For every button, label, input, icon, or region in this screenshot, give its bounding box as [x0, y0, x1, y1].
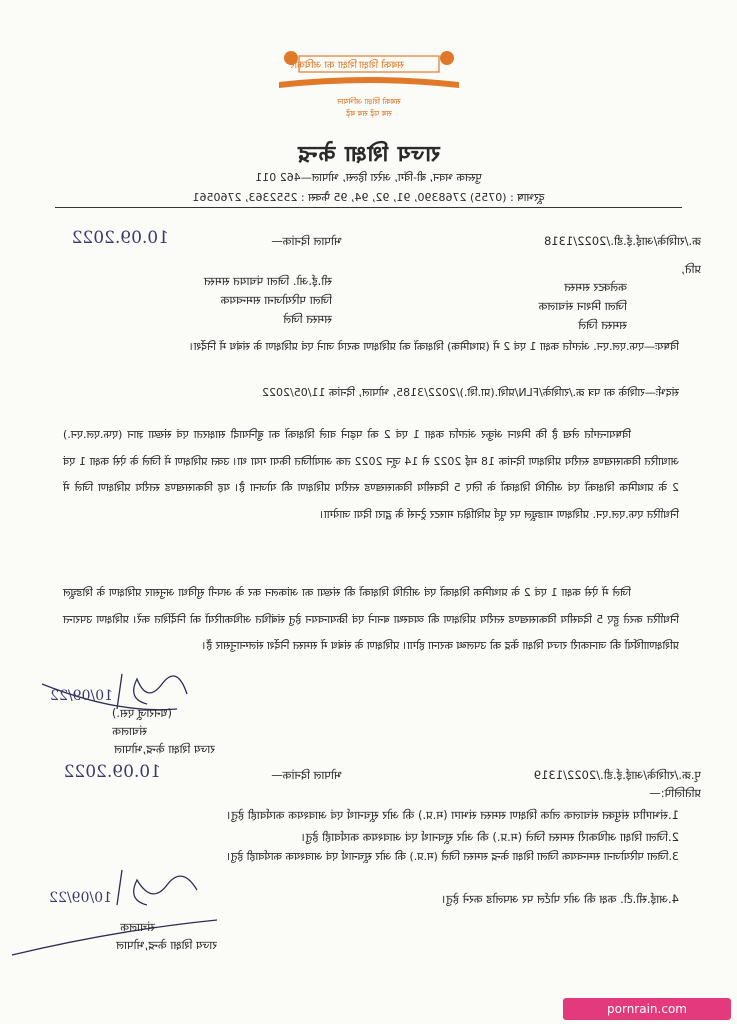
- subject-line: विषयः—एफ.एल.एन. अंतर्गत कक्षा 1 एवं 2 में (प्राथमिक) शिक्षकों को प्रशिक्षण कराये जाने एवं प्रशिक्षण के संबंध में निर्देश।: [189, 340, 679, 353]
- signer-title: संचालक: [112, 724, 147, 738]
- organization-name: राज्य शिक्षा केन्द्र: [297, 142, 440, 167]
- header-divider: [55, 207, 682, 208]
- copy-signer-title: संचालक: [120, 920, 155, 934]
- copy-ref-number: पृ.क्र./राशिके/आई.ई.डी./2022/1319: [533, 768, 701, 782]
- copy-date-label: भोपाल दिनांक—: [271, 768, 342, 782]
- date-label: भोपाल दिनांक—: [271, 234, 342, 248]
- copy-label: प्रतिलिपि:—: [649, 786, 701, 800]
- signature-1-date: 10/09/22: [50, 688, 113, 704]
- recipient-right-1: सी.ई.ओ. जिला पंचायत समस्त: [203, 274, 332, 288]
- recipient-left-1: कलेक्टर समस्त: [564, 280, 627, 294]
- recipient-right-3: समस्त जिले: [283, 312, 332, 326]
- copy-item-4: 4.आई.सी.टी. कक्ष की ओर पोर्टल पर अपलोड करने हेतु।: [442, 892, 679, 906]
- signature-2-date: 10/09/22: [49, 890, 112, 906]
- logo-text-left: सबको शिक्षा: [358, 60, 404, 71]
- logo-sub1: सबको शिक्षा अभियान: [337, 97, 401, 106]
- copy-item-1: 1.संभागीय संयुक्त संचालक लोक शिक्षण समस्त संभाग (म.प्र.) की ओर सूचनार्थ एवं आवश्यक कार्यवाही हेतु।: [227, 808, 679, 822]
- address-line: पुस्तक भवन, बी-विंग, अरेरा हिल्स, भोपाल—462 011: [255, 171, 482, 184]
- watermark-badge: pornrain.com: [563, 998, 731, 1020]
- prati-label: प्रति,: [681, 262, 701, 276]
- copy-date-value: 10.09.2022: [63, 762, 161, 782]
- body-paragraph-2: जिले में ऐसे कक्षा 1 एवं 2 के प्राथमिक शिक्षकों एवं अतिथि शिक्षकों की संख्या का आंकलन कर के अपनी सुविधा अनुसार प्रशिक्षण के शिड्यूल निर्धारित करते हुए 5 दिवसीय विकासखण्ड स्तरीय प्रशिक्षण की व्यवस्था बनाने एवं क्रियान्वयन हेतु संबंधित अधिकारियों को निर्देशित करें। प्रशिक्षण उपरान्त प्रशिक्षणार्थियों की जानकारी राज्य शिक्षा केंद्र को उपलब्ध कराना होगा। प्रशिक्षण के संबंध में समस्त निर्देश संलग्नानुसार हैं।: [63, 586, 679, 652]
- copy-item-3: 3.जिला परियोजना समन्वयक जिला शिक्षा केन्द्र समस्त जिले (म.प्र.) की ओर सूचनार्थ एवं आवश्यक कार्यवाही हेतु।: [226, 850, 679, 863]
- ref-number: क्र./राशिके/आई.ई.डी./2022/1318: [544, 234, 701, 248]
- date-value: 10.09.2022: [71, 228, 169, 248]
- shiksha-logo: [269, 42, 469, 102]
- recipient-right-2: जिला परियोजना समन्वयक: [220, 293, 332, 307]
- reference-line: संदर्भः—राशिके का पत्र क्र./राशिके/FLN/प्रशि.(प्रा.शि.)/2022/3185, भोपाल, दिनांक 11/05/2022: [262, 386, 679, 399]
- logo-text-right: शिक्षा का अधिकार: [290, 60, 357, 71]
- copy-item-2: 2.जिला शिक्षा अधिकारी समस्त जिले (म.प्र.) की ओर सूचनार्थ एवं आवश्यक कार्यवाही हेतु।: [301, 830, 679, 844]
- phone-line: दूरभाष : (0755) 2768390, 91, 92, 94, 95 फैक्स : 2552363, 2760561: [192, 191, 545, 204]
- signer-org: राज्य शिक्षा केन्द्र,भोपाल: [114, 742, 215, 756]
- logo-sub2: सब पढ़ें सब बढ़ें: [346, 109, 392, 118]
- recipient-left-2: जिला मिशन संचालक: [538, 299, 627, 313]
- recipient-left-3: समस्त जिले: [578, 318, 627, 332]
- signer-name: (धनराजू एस.): [111, 706, 172, 720]
- body-paragraph-1: विषयान्तर्गत लेख है कि मिशन अंकुर अंतर्गत कक्षा 1 एवं 2 को पढ़ाने वाले शिक्षकों का बुनियादी साक्षरता एवं संख्या ज्ञान (एफ.एल.एन.) आधारित विकासखण्ड स्तरीय प्रशिक्षण दिनांक 18 मई 2022 से 14 जून 2022 तक आयोजित किया गया था। उक्त प्रशिक्षण में जिले के ऐसे कक्षा 1 एवं 2 के प्राथमिक शिक्षकों एवं अतिथि शिक्षकों के लिए 5 दिवसीय विकासखण्ड स्तरीय प्रशिक्षण की योजना है। यह विकासखण्ड स्तरीय प्रशिक्षण जिले में निर्धारित एफ.एल.एन. प्रशिक्षण माड्यूल पर पूर्व प्रशिक्षित मास्टर ट्रेनर्स के द्वारा दिया जायेगा।: [63, 428, 679, 521]
- copy-signer-org: राज्य शिक्षा केन्द्र,भोपाल: [116, 938, 217, 952]
